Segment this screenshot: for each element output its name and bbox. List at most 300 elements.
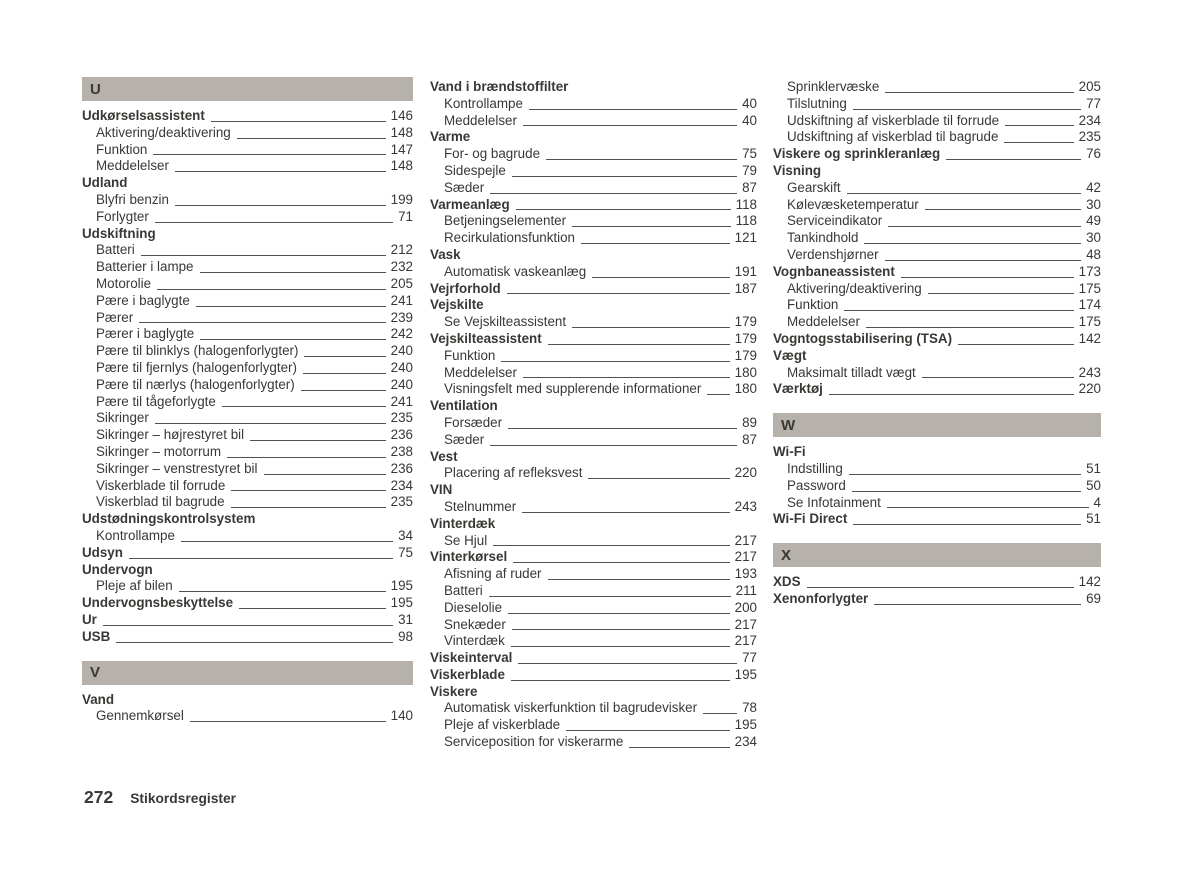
index-entry (430, 516, 757, 533)
leader-line (806, 444, 1101, 461)
entry-page-number: 89 (742, 414, 757, 430)
index-entry (430, 717, 757, 734)
entry-page-number: 180 (734, 381, 757, 397)
index-entry (773, 297, 1101, 314)
entry-page-number: 205 (390, 275, 413, 291)
leader-line (922, 281, 1079, 298)
entry-text: Indstilling (787, 460, 843, 476)
entry-text: Wi-Fi (773, 444, 806, 460)
entry-page-number: 4 (1093, 494, 1101, 510)
index-entry (773, 381, 1101, 398)
index-entry (773, 129, 1101, 146)
entry-text: Værktøj (773, 381, 823, 397)
entry-text: VIN (430, 482, 453, 498)
entry-page-number: 69 (1086, 590, 1101, 606)
entry-page-number: 211 (735, 582, 757, 598)
entry-text: Vask (430, 246, 461, 262)
entry-page-number: 243 (1078, 364, 1101, 380)
leader-line (452, 482, 757, 499)
index-entry (430, 146, 757, 163)
index-entry (82, 293, 413, 310)
entry-page-number: 78 (742, 700, 757, 716)
index-entry (82, 461, 413, 478)
entry-text: XDS (773, 574, 801, 590)
entry-page-number: 40 (742, 112, 757, 128)
entry-text: Afisning af ruder (444, 566, 542, 582)
index-entry (430, 684, 757, 701)
entry-text: Varmeanlæg (430, 196, 510, 212)
entry-text: Automatisk vaskeanlæg (444, 263, 587, 279)
entry-page-number: 173 (1078, 263, 1101, 279)
entry-text: For- og bagrude (444, 146, 541, 162)
section-letter: U (90, 80, 101, 98)
entry-page-number: 179 (734, 314, 757, 330)
leader-line (523, 96, 742, 113)
entry-page-number: 180 (734, 364, 757, 380)
entry-page-number: 42 (1086, 179, 1101, 195)
index-entry (82, 209, 413, 226)
entry-text: Sprinklervæske (787, 79, 880, 94)
entry-text: Se Hjul (444, 532, 488, 548)
entry-text: Aktivering/deaktivering (96, 124, 231, 140)
entry-text: Viskerblade (430, 666, 505, 682)
entry-text: Gearskift (787, 179, 841, 195)
leader-line (133, 310, 390, 327)
entry-text: Batteri (96, 242, 135, 258)
entry-page-number: 195 (734, 666, 757, 682)
index-entry (82, 192, 413, 209)
entry-text: Se Infotainment (787, 494, 881, 510)
entry-text: Automatisk viskerfunktion til bagrudevisker (444, 700, 698, 716)
leader-line (879, 247, 1087, 264)
leader-line (258, 461, 391, 478)
index-column-3 (773, 79, 1101, 608)
leader-line (879, 79, 1078, 96)
entry-page-number: 76 (1086, 146, 1101, 162)
leader-line (298, 343, 390, 360)
index-entry (82, 629, 413, 646)
index-entry (82, 578, 413, 595)
index-entry (430, 583, 757, 600)
leader-line (701, 381, 734, 398)
entry-text: Sæder (444, 179, 485, 195)
index-entry (430, 113, 757, 130)
entry-page-number: 50 (1086, 477, 1101, 493)
entry-text: Undervogn (82, 561, 153, 577)
entry-page-number: 239 (390, 309, 413, 325)
entry-text: Placering af refleksvest (444, 465, 583, 481)
leader-line (507, 549, 734, 566)
index-entry (430, 96, 757, 113)
leader-line (895, 264, 1079, 281)
leader-line (458, 449, 757, 466)
entry-text: Viskerblad til bagrude (96, 494, 225, 510)
entry-text: Xenonforlygter (773, 590, 869, 606)
leader-line (823, 381, 1079, 398)
index-entry (773, 314, 1101, 331)
entry-text: Pære til nærlys (halogenforlygter) (96, 376, 295, 392)
leader-line (846, 478, 1086, 495)
leader-line (510, 197, 736, 214)
leader-line (505, 633, 735, 650)
entry-text: Ur (82, 611, 97, 627)
leader-line (461, 247, 757, 264)
entry-page-number: 71 (398, 208, 413, 224)
index-entry (82, 259, 413, 276)
index-entry (430, 398, 757, 415)
index-entry (430, 180, 757, 197)
index-entry (773, 331, 1101, 348)
leader-line (560, 717, 735, 734)
index-entry (773, 163, 1101, 180)
leader-line (221, 444, 391, 461)
index-entry (430, 650, 757, 667)
entry-text: Viskerblade til forrude (96, 477, 226, 493)
page-number: 272 (84, 787, 114, 807)
entry-page-number: 148 (390, 158, 413, 174)
index-entry (82, 142, 413, 159)
entry-page-number: 147 (390, 141, 413, 157)
index-entry (82, 410, 413, 427)
entry-text: Forlygter (96, 208, 149, 224)
index-entry (430, 129, 757, 146)
entry-text: Vognbaneassistent (773, 263, 895, 279)
index-entry (773, 365, 1101, 382)
index-entry (773, 146, 1101, 163)
index-entry (430, 213, 757, 230)
entry-text: Batterier i lampe (96, 259, 194, 275)
index-column-2 (430, 79, 757, 751)
index-entry (430, 297, 757, 314)
leader-line (575, 230, 735, 247)
index-entry (773, 478, 1101, 495)
leader-line (225, 478, 390, 495)
entry-page-number: 195 (390, 595, 413, 611)
leader-line (151, 276, 391, 293)
leader-line (470, 129, 757, 146)
leader-line (517, 365, 735, 382)
entry-text: Meddelelser (787, 314, 860, 330)
index-entry (773, 444, 1101, 461)
entry-text: Udsyn (82, 544, 123, 560)
leader-line (169, 192, 391, 209)
entry-page-number: 77 (1086, 95, 1101, 111)
entry-text: Vinterdæk (430, 515, 496, 531)
leader-line (501, 281, 735, 298)
index-entry (82, 108, 413, 125)
section-letter: W (781, 416, 796, 434)
index-entry (773, 591, 1101, 608)
entry-page-number: 87 (742, 431, 757, 447)
index-entry (773, 264, 1101, 281)
leader-line (149, 209, 398, 226)
entry-page-number: 200 (734, 599, 757, 615)
leader-line (998, 129, 1078, 146)
index-entry (430, 79, 757, 96)
index-entry (82, 326, 413, 343)
index-entry (430, 432, 757, 449)
entry-text: Vest (430, 448, 458, 464)
index-entry (430, 600, 757, 617)
leader-line (205, 108, 391, 125)
section-header-bar (773, 543, 1101, 567)
entry-page-number: 146 (390, 108, 413, 123)
index-entry (773, 180, 1101, 197)
entry-text: Forsæder (444, 414, 503, 430)
entry-page-number: 193 (734, 566, 757, 582)
entry-page-number: 217 (734, 633, 757, 649)
entry-page-number: 240 (390, 376, 413, 392)
leader-line (838, 297, 1078, 314)
index-entry (82, 276, 413, 293)
entry-page-number: 195 (390, 578, 413, 594)
entry-text: Serviceindikator (787, 213, 883, 229)
index-entry (773, 213, 1101, 230)
entry-text: Pære i baglygte (96, 292, 190, 308)
leader-line (484, 180, 742, 197)
leader-line (149, 410, 391, 427)
entry-page-number: 234 (1078, 112, 1101, 128)
entry-text: Aktivering/deaktivering (787, 280, 922, 296)
index-entry (82, 343, 413, 360)
index-entry (82, 595, 413, 612)
entry-page-number: 242 (390, 326, 413, 342)
entry-text: Sikringer – venstrestyret bil (96, 460, 258, 476)
leader-line (882, 213, 1086, 230)
index-entry (430, 264, 757, 281)
entry-page-number: 187 (734, 280, 757, 296)
entry-text: Pære til blinklys (halogenforlygter) (96, 343, 299, 359)
leader-line (821, 163, 1101, 180)
leader-line (512, 650, 742, 667)
entry-text: Snekæder (444, 616, 506, 632)
entry-text: Vejskilte (430, 297, 484, 313)
entry-page-number: 75 (742, 146, 757, 162)
entry-text: Maksimalt tilladt vægt (787, 364, 916, 380)
index-entry (430, 734, 757, 751)
entry-page-number: 241 (390, 393, 413, 409)
leader-line (184, 708, 391, 725)
leader-line (847, 511, 1086, 528)
index-entry (82, 612, 413, 629)
entry-page-number: 235 (390, 494, 413, 510)
entry-page-number: 30 (1086, 196, 1101, 212)
leader-line (156, 226, 413, 243)
entry-text: Vand i brændstoffilter (430, 79, 569, 94)
entry-text: Udskiftning af viskerblad til bagrude (787, 129, 999, 145)
leader-line (860, 314, 1079, 331)
leader-line (484, 432, 742, 449)
leader-line (843, 461, 1086, 478)
entry-page-number: 217 (734, 549, 757, 565)
index-entry (773, 230, 1101, 247)
entry-text: Funktion (444, 347, 496, 363)
entry-page-number: 243 (734, 498, 757, 514)
index-entry (82, 360, 413, 377)
index-entry (773, 79, 1101, 96)
leader-line (483, 583, 736, 600)
leader-line (940, 146, 1086, 163)
leader-line (173, 578, 391, 595)
index-entry (430, 247, 757, 264)
entry-page-number: 118 (735, 213, 757, 229)
entry-text: USB (82, 628, 111, 644)
entry-text: Dieselolie (444, 599, 503, 615)
entry-text: Kontrollampe (96, 527, 175, 543)
leader-line (97, 612, 398, 629)
index-entry (430, 230, 757, 247)
footer-section-title: Stikordsregister (130, 791, 237, 806)
entry-page-number: 234 (734, 734, 757, 750)
leader-line (194, 326, 390, 343)
leader-line (110, 629, 398, 646)
entry-text: Udskiftning af viskerblade til forrude (787, 112, 1000, 128)
entry-page-number: 179 (734, 330, 757, 346)
leader-line (297, 360, 391, 377)
leader-line (506, 163, 742, 180)
leader-line (147, 142, 390, 159)
entry-text: Viskeinterval (430, 650, 513, 666)
leader-line (194, 259, 391, 276)
entry-text: Vinterkørsel (430, 549, 508, 565)
leader-line (623, 734, 734, 751)
section-header-bar (773, 413, 1101, 437)
index-entry (82, 511, 413, 528)
leader-line (233, 595, 391, 612)
entry-text: Pære til tågeforlygte (96, 393, 216, 409)
leader-line (999, 113, 1079, 130)
leader-line (801, 574, 1079, 591)
entry-text: Vand (82, 691, 114, 707)
leader-line (916, 365, 1079, 382)
leader-line (502, 600, 735, 617)
index-entry (430, 700, 757, 717)
index-entry (430, 499, 757, 516)
index-entry (430, 617, 757, 634)
index-entry (82, 310, 413, 327)
entry-page-number: 217 (734, 532, 757, 548)
index-entry (82, 494, 413, 511)
entry-page-number: 195 (734, 717, 757, 733)
entry-text: Sæder (444, 431, 485, 447)
index-entry (773, 348, 1101, 365)
index-entry (82, 158, 413, 175)
index-entry (82, 125, 413, 142)
index-entry (773, 574, 1101, 591)
index-entry (773, 96, 1101, 113)
index-entry (82, 692, 413, 709)
entry-text: Udkørselsassistent (82, 108, 205, 123)
entry-text: Undervognsbeskyttelse (82, 595, 234, 611)
index-entry (82, 242, 413, 259)
index-entry (773, 197, 1101, 214)
entry-page-number: 179 (734, 347, 757, 363)
section-letter: X (781, 546, 792, 564)
leader-line (586, 264, 734, 281)
leader-line (175, 528, 398, 545)
entry-page-number: 142 (1078, 330, 1101, 346)
leader-line (495, 348, 734, 365)
entry-text: Vægt (773, 347, 807, 363)
entry-text: Password (787, 477, 846, 493)
entry-text: Sikringer (96, 410, 149, 426)
entry-page-number: 234 (390, 477, 413, 493)
index-entry (82, 427, 413, 444)
entry-page-number: 240 (390, 343, 413, 359)
entry-page-number: 30 (1086, 230, 1101, 246)
index-entry (82, 708, 413, 725)
leader-line (568, 79, 757, 96)
entry-text: Pærer (96, 309, 134, 325)
index-column-1 (82, 77, 413, 725)
page-footer (84, 787, 236, 808)
entry-text: Visning (773, 162, 822, 178)
leader-line (127, 175, 413, 192)
leader-line (847, 96, 1086, 113)
entry-page-number: 175 (1078, 280, 1101, 296)
leader-line (123, 545, 398, 562)
section-header-bar (82, 661, 413, 685)
index-entry (430, 449, 757, 466)
index-entry (430, 549, 757, 566)
index-entry (82, 562, 413, 579)
index-entry (82, 528, 413, 545)
leader-line (566, 213, 736, 230)
index-entry (773, 511, 1101, 528)
leader-line (477, 684, 757, 701)
entry-page-number: 205 (1078, 79, 1101, 94)
entry-text: Pære til fjernlys (halogenforlygter) (96, 359, 297, 375)
index-entry (430, 566, 757, 583)
leader-line (225, 494, 391, 511)
entry-text: Se Vejskilteassistent (444, 314, 567, 330)
entry-page-number: 142 (1078, 574, 1101, 590)
leader-line (216, 394, 391, 411)
entry-page-number: 79 (742, 162, 757, 178)
entry-text: Vogntogsstabilisering (TSA) (773, 330, 953, 346)
index-entry (430, 381, 757, 398)
entry-page-number: 191 (734, 263, 757, 279)
index-entry (430, 314, 757, 331)
entry-page-number: 49 (1086, 213, 1101, 229)
entry-text: Pleje af bilen (96, 578, 173, 594)
index-entry (773, 281, 1101, 298)
entry-text: Vejskilteassistent (430, 330, 542, 346)
leader-line (566, 314, 735, 331)
leader-line (484, 297, 757, 314)
leader-line (190, 293, 391, 310)
entry-text: Stelnummer (444, 498, 517, 514)
entry-text: Meddelelser (444, 112, 517, 128)
leader-line (841, 180, 1087, 197)
entry-page-number: 175 (1078, 314, 1101, 330)
entry-text: Kontrollampe (444, 95, 523, 111)
entry-text: Sidespejle (444, 162, 506, 178)
entry-page-number: 235 (1078, 129, 1101, 145)
leader-line (542, 331, 735, 348)
leader-line (919, 197, 1086, 214)
entry-page-number: 174 (1078, 297, 1101, 313)
entry-page-number: 140 (390, 708, 413, 724)
entry-text: Tilslutning (787, 95, 847, 111)
entry-text: Funktion (787, 297, 839, 313)
entry-text: Serviceposition for viskerarme (444, 734, 624, 750)
leader-line (806, 348, 1101, 365)
entry-text: Wi-Fi Direct (773, 511, 848, 527)
entry-page-number: 236 (390, 460, 413, 476)
section-header-bar (82, 77, 413, 101)
entry-page-number: 48 (1086, 246, 1101, 262)
